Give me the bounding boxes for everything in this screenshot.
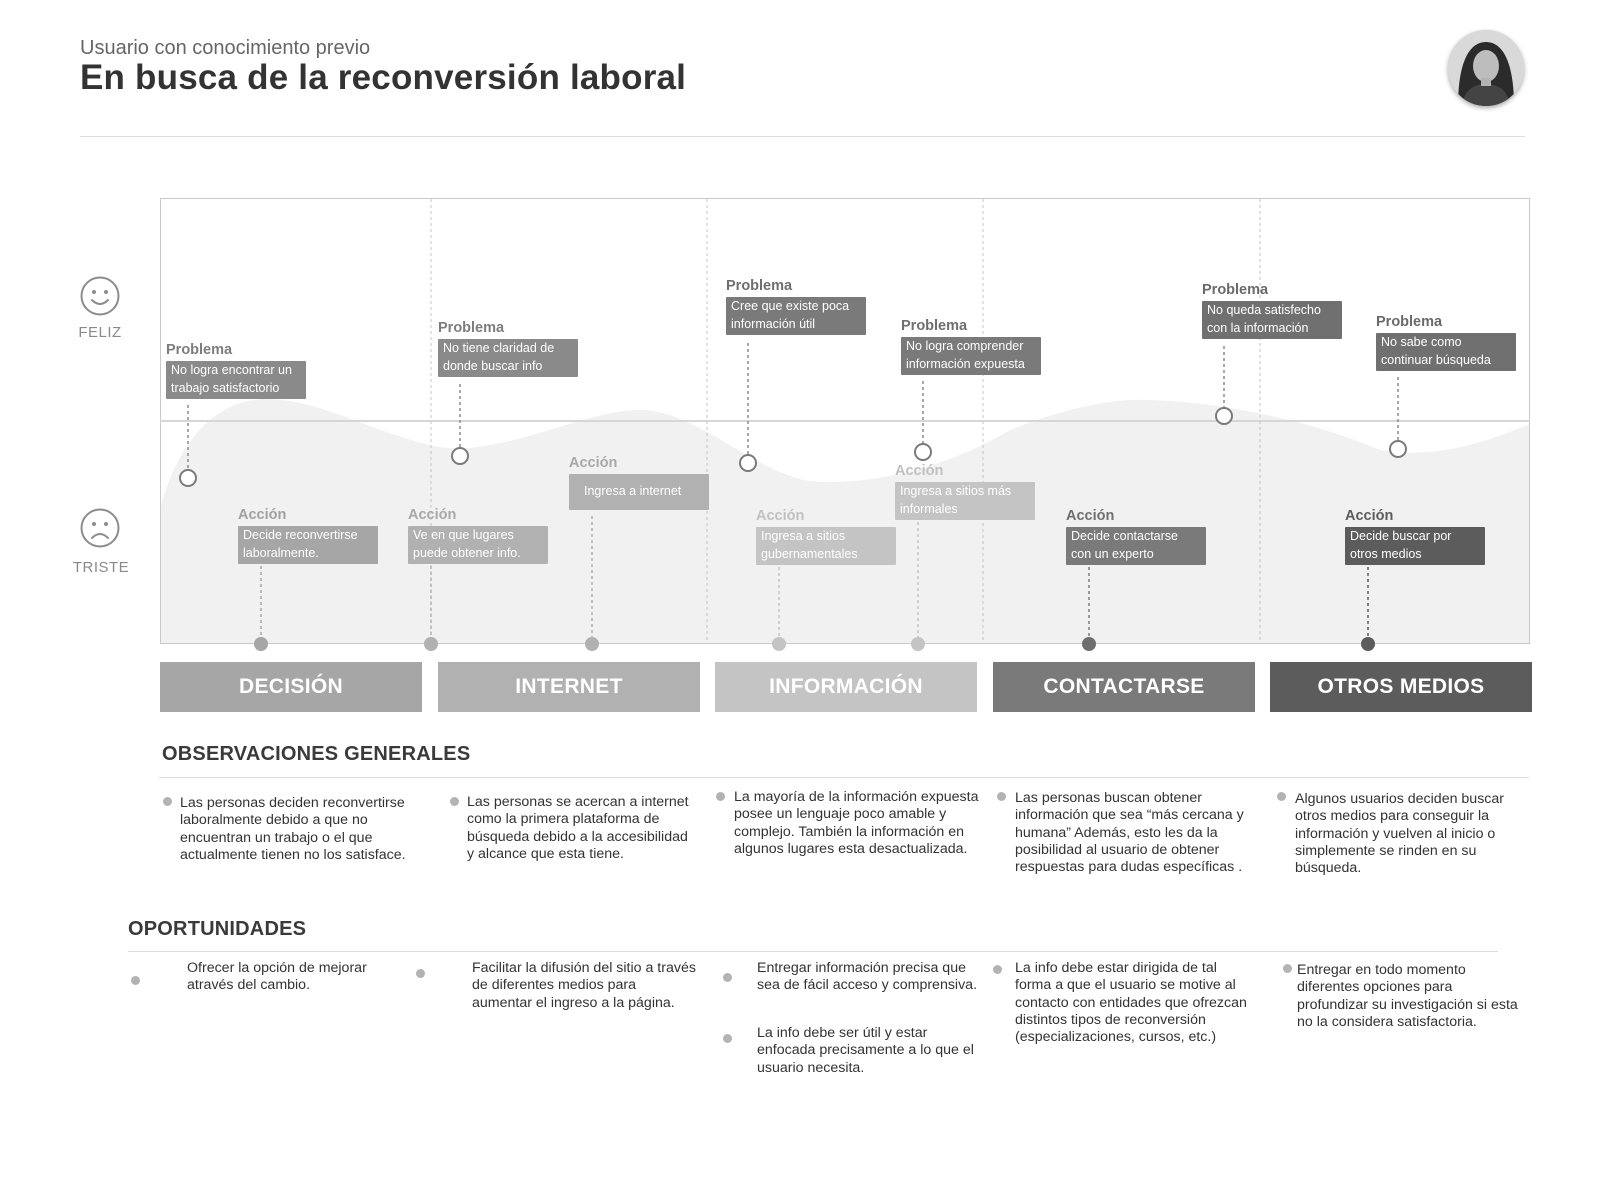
problem-text: No sabe como continuar búsqueda [1376,333,1516,371]
mood-happy-label: FELIZ [78,324,122,341]
stage-informacion: INFORMACIÓN [715,662,977,712]
action-title: Acción [238,507,287,523]
action-title: Acción [756,508,805,524]
observacion-item: Algunos usuarios deciden buscar otros medios para conseguir la información y vuelven al inicio o simplemente se rinden en su búsqueda. [1295,791,1505,877]
action-text: Decide contactarse con un experto [1066,527,1206,565]
problem-marker-4 [915,444,931,460]
problem-title: Problema [901,318,968,334]
problem-text: No tiene claridad de donde buscar info [438,339,578,377]
action-text: Ingresa a sitios gubernamentales [756,527,896,565]
action-callout-3 [569,455,709,510]
stage-internet: INTERNET [438,662,700,712]
problem-marker-5 [1216,408,1232,424]
problem-title: Problema [438,320,505,336]
oportunidad-item: La info debe ser útil y estar enfocada precisamente a lo que el usuario necesita. [757,1025,974,1076]
oportunidad-bullet-icon [723,973,732,982]
action-title: Acción [569,455,618,471]
action-marker-1 [254,637,268,651]
problem-marker-1 [180,470,196,486]
action-marker-4 [772,637,786,651]
problem-marker-3 [740,455,756,471]
problem-callout-5 [1202,282,1342,339]
action-marker-6 [1082,637,1096,651]
problem-text: No logra comprender información expuesta [901,337,1041,375]
mood-sad-label: TRISTE [72,559,130,576]
action-callout-7 [1345,508,1485,565]
observacion-item: Las personas se acercan a internet como la primera plataforma de búsqueda debido a la accesibilidad y alcance que esta tiene. [467,794,689,862]
observacion-item: Las personas buscan obtener información que sea “más cercana y humana” Además, esto les da la posibilidad al usuario de obtener respuestas para dudas específicas . [1015,790,1244,876]
observacion-item: La mayoría de la información expuesta posee un lenguaje poco amable y complejo. También la información en algunos lugares esta desactualizada. [734,789,979,857]
problem-callout-1 [166,342,306,399]
action-callout-6 [1066,508,1206,565]
observaciones-divider [159,777,1529,778]
problem-title: Problema [166,342,233,358]
action-title: Acción [408,507,457,523]
action-marker-5 [911,637,925,651]
action-marker-2 [424,637,438,651]
stage-contactarse: CONTACTARSE [993,662,1255,712]
oportunidades-divider [128,951,1498,952]
action-marker-3 [585,637,599,651]
oportunidad-bullet-icon [723,1034,732,1043]
oportunidad-item: Entregar información precisa que sea de fácil acceso y comprensiva. [757,960,978,994]
problem-text: Cree que existe poca información útil [726,297,866,335]
problem-callout-4 [901,318,1041,375]
action-text: Ingresa a internet [569,474,709,510]
problem-title: Problema [1202,282,1269,298]
problem-text: No queda satisfecho con la información [1202,301,1342,339]
page-subtitle: Usuario con conocimiento previo [80,37,371,59]
observacion-item: Las personas deciden reconvertirse laboralmente debido a que no encuentran un trabajo o el que actualmente tienen no los satisface. [180,795,406,863]
problem-marker-2 [452,448,468,464]
oportunidad-item: La info debe estar dirigida de tal forma a que el usuario se motive al contacto con entidades que ofrezcan distintos tipos de reconversión (especializaciones, cursos, etc.) [1015,960,1247,1046]
action-text: Ingresa a sitios más informales [895,482,1035,520]
action-text: Ve en que lugares puede obtener info. [408,526,548,564]
oportunidades-title: OPORTUNIDADES [128,918,307,940]
oportunidad-item: Facilitar la difusión del sitio a través de diferentes medios para aumentar el ingreso a la página. [472,960,696,1011]
action-title: Acción [1345,508,1394,524]
problem-callout-2 [438,320,578,377]
action-callout-1 [238,507,378,564]
action-text: Decide reconvertirse laboralmente. [238,526,378,564]
observaciones-title: OBSERVACIONES GENERALES [162,743,471,765]
action-title: Acción [1066,508,1115,524]
action-title: Acción [895,463,944,479]
action-text: Decide buscar por otros medios [1345,527,1485,565]
action-callout-4 [756,508,896,565]
oportunidad-bullet-icon [993,965,1002,974]
oportunidad-bullet-icon [1283,964,1292,973]
observacion-bullet-icon [997,792,1006,801]
problem-marker-6 [1390,441,1406,457]
observacion-bullet-icon [716,792,725,801]
oportunidad-bullet-icon [131,976,140,985]
observacion-bullet-icon [1277,792,1286,801]
problem-callout-6 [1376,314,1516,371]
problem-title: Problema [726,278,793,294]
action-marker-7 [1361,637,1375,651]
problem-title: Problema [1376,314,1443,330]
stage-otros-medios: OTROS MEDIOS [1270,662,1532,712]
observacion-bullet-icon [163,797,172,806]
stage-decision: DECISIÓN [160,662,422,712]
oportunidad-item: Entregar en todo momento diferentes opciones para profundizar su investigación si esta no la considera satisfactoria. [1297,962,1518,1030]
problem-callout-3 [726,278,866,335]
action-callout-2 [408,507,548,564]
oportunidad-bullet-icon [416,969,425,978]
problem-text: No logra encontrar un trabajo satisfactorio [166,361,306,399]
oportunidad-item: Ofrecer la opción de mejorar através del cambio. [187,960,367,994]
observacion-bullet-icon [450,797,459,806]
action-callout-5 [895,463,1035,520]
page-title: En busca de la reconversión laboral [80,58,687,97]
